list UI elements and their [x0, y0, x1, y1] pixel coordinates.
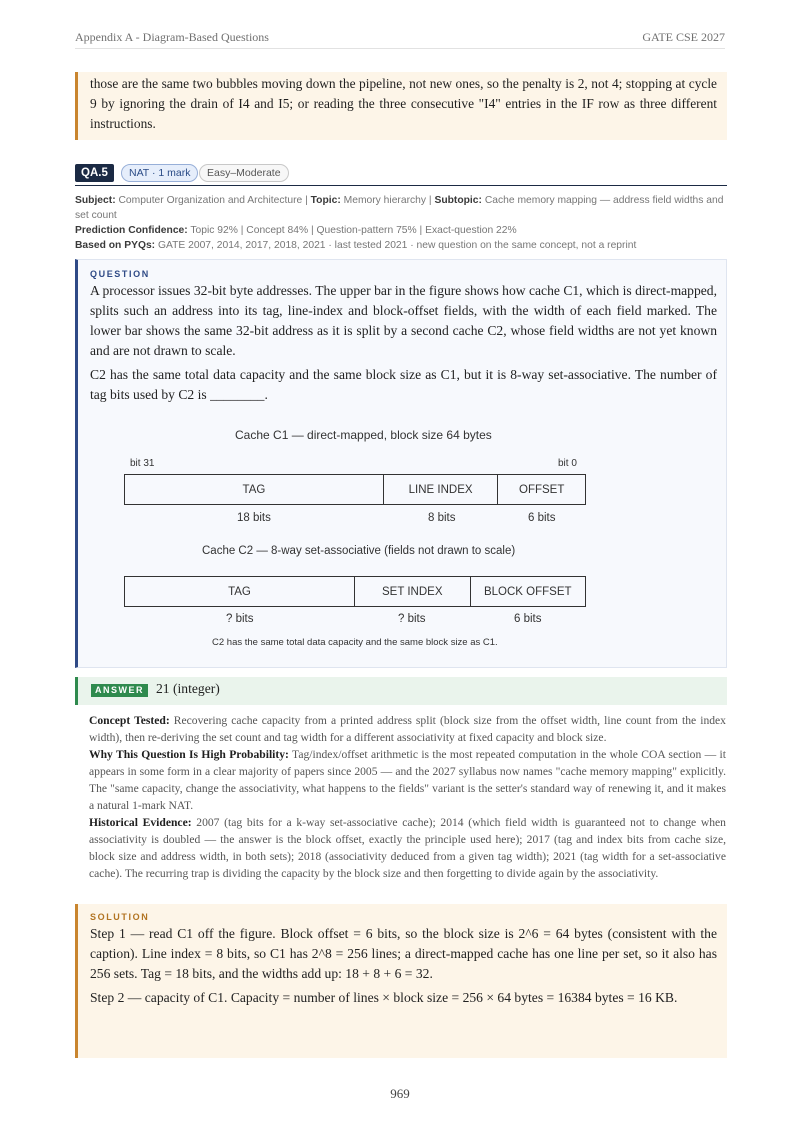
why-label: Why This Question Is High Probability:: [89, 748, 289, 761]
answer-label: ANSWER: [91, 684, 148, 697]
c1-line-index-field: LINE INDEX: [384, 475, 499, 504]
subtopic-label: Subtopic:: [434, 195, 482, 206]
solution-step-1: Step 1 — read C1 off the figure. Block offset = 6 bits, so the block size is 2^6 = 64 bytes (consistent with the caption). Line index = 8 bits, so C1 has 2^8 = 256 lines; a direct-mapped cache has one line per set, so it also has 256 sets. Tag = 18 bits, and the widths add up: 18 + 8 + 6 = 32.: [90, 926, 717, 981]
concept-label: Concept Tested:: [89, 714, 170, 727]
bit-31-label: bit 31: [130, 458, 155, 469]
c2-address-bar: [124, 576, 586, 607]
running-header: [75, 30, 725, 49]
question-label: QUESTION: [90, 269, 150, 279]
c2-tag-field: TAG: [125, 577, 355, 606]
c1-address-bar: [124, 474, 586, 505]
confidence-label: Prediction Confidence:: [75, 225, 188, 236]
question-paragraph-1: A processor issues 32-bit byte addresses. The upper bar in the figure shows how cache C1, which is direct-mapped, splits such an address into its tag, line-index and block-offset fields, with the width of each field marked. The lower bar shows the same 32-bit address as it is split by a second cache C2, whose field widths are not yet known and are not drawn to scale.: [90, 283, 717, 358]
concept-text: Recovering cache capacity from a printed address split (block size from the offset width, line count from the index width), then re-deriving the set count and tag width for a different associativity at fixed capacity and block size.: [89, 714, 726, 744]
previous-trap-box: [75, 72, 727, 140]
meta-confidence-line: [75, 223, 727, 238]
c1-offset-field: OFFSET: [519, 483, 565, 496]
c2-offset-bits: 6 bits: [514, 613, 542, 625]
question-id-badge: QA.5: [75, 164, 114, 182]
c2-tag-bits: ? bits: [226, 613, 254, 625]
answer-box: [75, 677, 727, 705]
bit-0-label: bit 0: [558, 458, 577, 469]
pyq-label: Based on PYQs:: [75, 240, 156, 251]
concept-paragraph: [89, 712, 726, 746]
c1-tag-bits: 18 bits: [237, 512, 271, 524]
question-type-pill: NAT · 1 mark: [121, 164, 198, 182]
question-header: [75, 163, 727, 186]
confidence-value: Topic 92% | Concept 84% | Question-pattern 75% | Exact-question 22%: [190, 225, 517, 236]
subject-label: Subject:: [75, 195, 116, 206]
solution-box: [75, 904, 727, 1058]
c2-figure-title: Cache C2 — 8-way set-associative (fields not drawn to scale): [202, 545, 516, 557]
answer-value: 21 (integer): [156, 681, 220, 696]
explanation-section: [89, 712, 726, 882]
c1-index-bits: 8 bits: [428, 512, 456, 524]
history-label: Historical Evidence:: [89, 816, 192, 829]
solution-label: SOLUTION: [90, 912, 150, 922]
question-box: [75, 259, 727, 668]
c1-figure-title: Cache C1 — direct-mapped, block size 64 bytes: [235, 428, 492, 442]
c1-offset-bits: 6 bits: [528, 512, 556, 524]
why-paragraph: [89, 746, 726, 814]
page-number: 969: [390, 1086, 410, 1101]
history-paragraph: [89, 814, 726, 882]
c2-block-offset-field: BLOCK OFFSET: [483, 585, 572, 598]
figure-caption: C2 has the same total data capacity and the same block size as C1.: [212, 637, 498, 648]
history-text: 2007 (tag bits for a k-way set-associative cache); 2014 (which field width is guaranteed not to change when associativity is doubled — the answer is the block offset, exactly the principle used here); 2017 (tag and index bits from cache size, block size and address width, in both sets); 2018 (associativity deduced from a given tag width); 2021 (tag width for a set-associative cache). The recurring trap is dividing the capacity by the block size and then forgetting to divide again by the associativity.: [89, 816, 726, 880]
solution-step-2: Step 2 — capacity of C1. Capacity = number of lines × block size = 256 × 64 bytes = 16384 bytes = 16 KB.: [90, 990, 678, 1005]
c2-index-bits: ? bits: [398, 613, 426, 625]
previous-trap-text: those are the same two bubbles moving down the pipeline, not new ones, so the penalty is 2, not 4; stopping at cycle 9 by ignoring the drain of I4 and I5; or reading the three consecutive "I4" entries in the IF row as three different instructions.: [90, 76, 717, 131]
c2-set-index-field: SET INDEX: [355, 577, 471, 606]
c1-tag-field: TAG: [125, 475, 384, 504]
topic-label: Topic:: [310, 195, 341, 206]
header-exam-title: GATE CSE 2027: [642, 30, 725, 44]
subtopic-value: Cache memory mapping — address field widths and set count: [75, 195, 724, 221]
why-text: Tag/index/offset arithmetic is the most repeated computation in the whole COA section — it appears in some form in a clear majority of papers since 2005 — and the 2027 syllabus now names "cache memory mapping" explicitly. The "same capacity, change the associativity, what happens to the fields" variant is the setter's standard way of renewing it, and it makes a natural 1-mark NAT.: [89, 748, 726, 812]
meta-pyq-line: [75, 238, 727, 253]
pyq-value: GATE 2007, 2014, 2017, 2018, 2021 · last tested 2021 · new question on the same concept, not a reprint: [157, 240, 637, 251]
header-section-title: Appendix A - Diagram-Based Questions: [75, 30, 269, 44]
meta-subject-line: Subject: Computer Organization and Architecture | Topic: Memory hierarchy | Subtopic: Cache memory mapping — address field widths and set count: [75, 195, 724, 221]
difficulty-pill: Easy–Moderate: [199, 164, 289, 182]
topic-value: Memory hierarchy: [343, 195, 427, 206]
question-paragraph-2: C2 has the same total data capacity and the same block size as C1, but it is 8-way set-associative. The number of tag bits used by C2 is ________.: [90, 367, 717, 402]
subject-value: Computer Organization and Architecture: [118, 195, 303, 206]
